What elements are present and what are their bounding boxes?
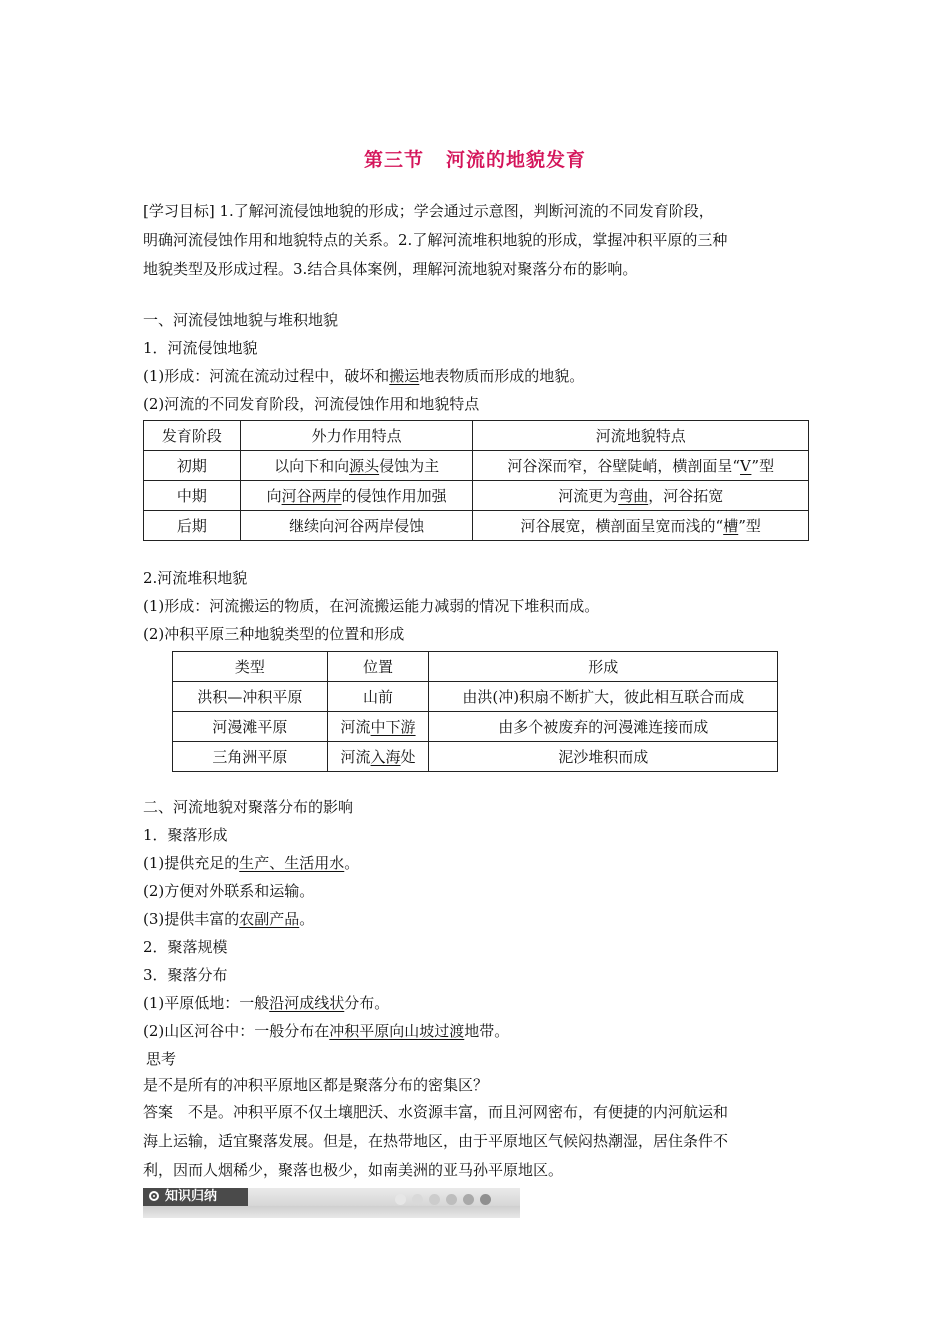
table-header: 位置 <box>327 652 429 682</box>
landform-cell: 河流更为弯曲，河谷拓宽 <box>473 481 809 511</box>
section-heading: 一、河流侵蚀地貌与堆积地貌 <box>143 311 339 329</box>
table-row <box>173 742 778 772</box>
table-header: 外力作用特点 <box>240 421 473 451</box>
learning-objectives <box>143 197 811 284</box>
position-cell: 河流入海处 <box>327 742 429 772</box>
decorative-dot <box>429 1194 440 1205</box>
objectives-line: 明确河流侵蚀作用和地貌特点的关系。2.了解河流堆积地貌的形成，掌握冲积平原的三种 <box>143 231 728 249</box>
type-cell: 河漫滩平原 <box>173 712 328 742</box>
table-header: 发育阶段 <box>144 421 241 451</box>
landform-cell: 河谷展宽，横剖面呈宽而浅的“槽”型 <box>473 511 809 541</box>
table-row <box>144 511 809 541</box>
subsection-heading: 2．聚落规模 <box>143 938 228 956</box>
force-cell: 继续向河谷两岸侵蚀 <box>240 511 473 541</box>
position-cell: 河流中下游 <box>327 712 429 742</box>
think-label: 思考 <box>146 1050 177 1068</box>
table-header: 形成 <box>429 652 778 682</box>
stage-cell: 中期 <box>144 481 241 511</box>
answer-line: 海上运输，适宜聚落发展。但是，在热带地区，由于平原地区气候闷热潮湿，居住条件不 <box>143 1132 729 1150</box>
decorative-dot <box>412 1194 423 1205</box>
table-row <box>173 682 778 712</box>
target-icon <box>149 1191 159 1201</box>
river-stages-table <box>143 420 809 541</box>
think-question: 是不是所有的冲积平原地区都是聚落分布的密集区？ <box>143 1076 489 1094</box>
table-row <box>144 481 809 511</box>
plain-types-intro: (2)冲积平原三种地貌类型的位置和形成 <box>143 625 405 643</box>
stage-cell: 后期 <box>144 511 241 541</box>
list-item: (1)平原低地：一般沿河成线状分布。 <box>143 994 390 1012</box>
list-item: (3)提供丰富的农副产品。 <box>143 910 315 928</box>
knowledge-summary-label: 知识归纳 <box>143 1188 248 1206</box>
force-cell: 以向下和向源头侵蚀为主 <box>240 451 473 481</box>
decorative-dot <box>480 1194 491 1205</box>
list-item: (2)山区河谷中：一般分布在冲积平原向山坡过渡地带。 <box>143 1022 510 1040</box>
deposition-formation: (1)形成：河流搬运的物质，在河流搬运能力减弱的情况下堆积而成。 <box>143 597 600 615</box>
knowledge-summary-bar <box>143 1188 520 1218</box>
list-item: (1)提供充足的生产、生活用水。 <box>143 854 360 872</box>
type-cell: 三角洲平原 <box>173 742 328 772</box>
section-title: 河流的地貌发育 <box>446 149 587 171</box>
decorative-dot <box>446 1194 457 1205</box>
objectives-line: [学习目标] 1.了解河流侵蚀地貌的形成；学会通过示意图，判断河流的不同发育阶段， <box>143 202 714 220</box>
objectives-line: 地貌类型及形成过程。3.结合具体案例，理解河流地貌对聚落分布的影响。 <box>143 260 638 278</box>
table-header: 河流地貌特点 <box>473 421 809 451</box>
table-header: 类型 <box>173 652 328 682</box>
position-cell: 山前 <box>327 682 429 712</box>
decorative-dot <box>395 1194 406 1205</box>
formation-cell: 由多个被废弃的河漫滩连接而成 <box>429 712 778 742</box>
landform-cell: 河谷深而窄，谷壁陡峭，横剖面呈“V”型 <box>473 451 809 481</box>
page-title <box>0 145 950 172</box>
subsection-heading: 1．河流侵蚀地貌 <box>143 339 258 357</box>
formation-cell: 由洪(冲)积扇不断扩大，彼此相互联合而成 <box>429 682 778 712</box>
section-number: 第三节 <box>363 149 424 171</box>
decorative-dots <box>395 1191 497 1209</box>
table-row <box>173 712 778 742</box>
table-header-row <box>144 421 809 451</box>
decorative-dot <box>463 1194 474 1205</box>
stage-cell: 初期 <box>144 451 241 481</box>
answer-line: 答案 不是。冲积平原不仅土壤肥沃、水资源丰富，而且河网密布，有便捷的内河航运和 <box>143 1103 729 1121</box>
table-row <box>144 451 809 481</box>
subsection-heading: 2.河流堆积地貌 <box>143 569 248 587</box>
force-cell: 向河谷两岸的侵蚀作用加强 <box>240 481 473 511</box>
alluvial-plain-table <box>172 651 778 772</box>
list-item: (2)方便对外联系和运输。 <box>143 882 315 900</box>
table-header-row <box>173 652 778 682</box>
answer-paragraph <box>143 1098 811 1185</box>
erosion-formation: (1)形成：河流在流动过程中，破坏和搬运地表物质而形成的地貌。 <box>143 367 585 385</box>
answer-line: 利，因而人烟稀少，聚落也极少，如南美洲的亚马孙平原地区。 <box>143 1161 564 1179</box>
stages-intro: (2)河流的不同发育阶段，河流侵蚀作用和地貌特点 <box>143 395 480 413</box>
subsection-heading: 3．聚落分布 <box>143 966 228 984</box>
section-heading: 二、河流地貌对聚落分布的影响 <box>143 798 354 816</box>
type-cell: 洪积—冲积平原 <box>173 682 328 712</box>
subsection-heading: 1．聚落形成 <box>143 826 228 844</box>
formation-cell: 泥沙堆积而成 <box>429 742 778 772</box>
